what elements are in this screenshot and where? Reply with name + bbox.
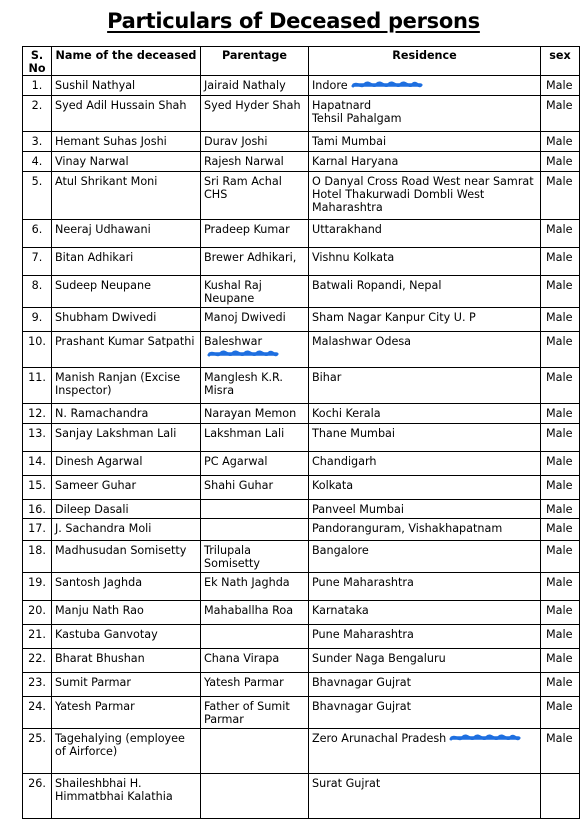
parentage-text: Durav Joshi	[204, 135, 268, 148]
cell-name: Shubham Dwivedi	[52, 308, 201, 332]
cell-sno: 7.	[23, 248, 52, 276]
cell-name: Sameer Guhar	[52, 476, 201, 500]
cell-residence	[309, 152, 541, 172]
parentage-text: Sri Ram Achal CHS	[204, 175, 282, 201]
cell-parentage	[201, 519, 309, 541]
residence-text: Kochi Kerala	[312, 407, 381, 420]
cell-residence	[309, 76, 541, 96]
cell-name: Vinay Narwal	[52, 152, 201, 172]
header-sex: sex	[541, 47, 580, 76]
cell-sno: 6.	[23, 220, 52, 248]
residence-text: Panveel Mumbai	[312, 503, 404, 516]
residence-text: Vishnu Kolkata	[312, 251, 395, 264]
cell-sex: Male	[541, 673, 580, 697]
residence-text: Bhavnagar Gujrat	[312, 700, 412, 713]
residence-text: Indore	[312, 79, 348, 92]
parentage-text: Rajesh Narwal	[204, 155, 284, 168]
table-row	[23, 541, 580, 573]
table-row	[23, 96, 580, 132]
cell-sex: Male	[541, 172, 580, 220]
cell-parentage	[201, 601, 309, 625]
residence-line	[312, 676, 537, 689]
parentage-text: Shahi Guhar	[204, 479, 274, 492]
table-row	[23, 673, 580, 697]
cell-parentage	[201, 774, 309, 819]
cell-sno: 22.	[23, 649, 52, 673]
cell-parentage	[201, 673, 309, 697]
residence-text: Pandoranguram, Vishakhapatnam	[312, 522, 503, 535]
residence-text: Pune Maharashtra	[312, 576, 414, 589]
cell-sno: 14.	[23, 452, 52, 476]
residence-line	[312, 279, 537, 292]
cell-sex: Male	[541, 697, 580, 729]
cell-parentage	[201, 500, 309, 519]
residence-line	[312, 251, 537, 264]
residence-text: Bhavnagar Gujrat	[312, 676, 412, 689]
cell-sex	[541, 774, 580, 819]
residence-text: Surat Gujrat	[312, 777, 381, 790]
residence-line	[312, 604, 537, 617]
cell-sno: 5.	[23, 172, 52, 220]
cell-residence	[309, 96, 541, 132]
cell-parentage	[201, 697, 309, 729]
parentage-text: Manoj Dwivedi	[204, 311, 286, 324]
residence-line	[312, 371, 537, 384]
cell-residence	[309, 220, 541, 248]
cell-parentage	[201, 220, 309, 248]
cell-sex: Male	[541, 368, 580, 404]
residence-text: Chandigarh	[312, 455, 377, 468]
residence-text: Zero Arunachal Pradesh	[312, 732, 447, 745]
residence-line	[312, 407, 537, 420]
cell-sno: 10.	[23, 332, 52, 368]
residence-line	[312, 628, 537, 641]
cell-sno: 15.	[23, 476, 52, 500]
cell-residence	[309, 673, 541, 697]
cell-parentage	[201, 96, 309, 132]
residence-text: Malashwar Odesa	[312, 335, 412, 348]
residence-text: Thane Mumbai	[312, 427, 396, 440]
cell-name: Prashant Kumar Satpathi	[52, 332, 201, 368]
cell-parentage	[201, 649, 309, 673]
cell-sno: 3.	[23, 132, 52, 152]
cell-parentage	[201, 476, 309, 500]
cell-sex: Male	[541, 519, 580, 541]
cell-parentage	[201, 248, 309, 276]
cell-name: Kastuba Ganvotay	[52, 625, 201, 649]
cell-sno: 21.	[23, 625, 52, 649]
table-row	[23, 368, 580, 404]
table-row	[23, 332, 580, 368]
cell-sex: Male	[541, 500, 580, 519]
cell-parentage	[201, 132, 309, 152]
header-parentage: Parentage	[201, 47, 309, 76]
cell-name: Dileep Dasali	[52, 500, 201, 519]
cell-name: Manju Nath Rao	[52, 601, 201, 625]
cell-residence	[309, 332, 541, 368]
residence-text: Karnal Haryana	[312, 155, 399, 168]
parentage-text: Kushal Raj Neupane	[204, 279, 262, 305]
residence-line	[312, 311, 537, 324]
cell-residence	[309, 368, 541, 404]
cell-sex: Male	[541, 452, 580, 476]
cell-parentage	[201, 308, 309, 332]
cell-residence	[309, 541, 541, 573]
cell-name: Tagehalying (employee of Airforce)	[52, 729, 201, 774]
cell-residence	[309, 697, 541, 729]
residence-line	[312, 777, 537, 790]
cell-name: Syed Adil Hussain Shah	[52, 96, 201, 132]
cell-residence	[309, 424, 541, 452]
parentage-text: Jairaid Nathaly	[204, 79, 286, 92]
residence-line	[312, 135, 537, 148]
cell-sno: 16.	[23, 500, 52, 519]
parentage-text: Mahaballha Roa	[204, 604, 294, 617]
residence-text: Uttarakhand	[312, 223, 382, 236]
table-row	[23, 220, 580, 248]
residence-text: Kolkata	[312, 479, 354, 492]
cell-sex: Male	[541, 332, 580, 368]
cell-parentage	[201, 172, 309, 220]
table-row	[23, 424, 580, 452]
residence-line	[312, 455, 537, 468]
cell-parentage	[201, 424, 309, 452]
cell-parentage	[201, 404, 309, 424]
cell-sex: Male	[541, 649, 580, 673]
parentage-text: Ek Nath Jaghda	[204, 576, 290, 589]
cell-name: Neeraj Udhawani	[52, 220, 201, 248]
cell-sno: 11.	[23, 368, 52, 404]
cell-sno: 2.	[23, 96, 52, 132]
cell-sex: Male	[541, 152, 580, 172]
cell-sex: Male	[541, 132, 580, 152]
cell-sex: Male	[541, 541, 580, 573]
document-title	[0, 8, 587, 34]
cell-residence	[309, 649, 541, 673]
cell-parentage	[201, 276, 309, 308]
table-row	[23, 452, 580, 476]
residence-line	[312, 652, 537, 665]
table-header-row	[23, 47, 580, 76]
cell-sno: 23.	[23, 673, 52, 697]
table-row	[23, 172, 580, 220]
cell-sno: 25.	[23, 729, 52, 774]
residence-line	[312, 576, 537, 589]
cell-name: Atul Shrikant Moni	[52, 172, 201, 220]
table-row	[23, 625, 580, 649]
parentage-text: Pradeep Kumar	[204, 223, 290, 236]
cell-name: Hemant Suhas Joshi	[52, 132, 201, 152]
residence-text: Bihar	[312, 371, 342, 384]
cell-residence	[309, 774, 541, 819]
cell-sex: Male	[541, 308, 580, 332]
cell-name: Shaileshbhai H. Himmatbhai Kalathia	[52, 774, 201, 819]
cell-sno: 9.	[23, 308, 52, 332]
cell-residence	[309, 404, 541, 424]
cell-parentage	[201, 541, 309, 573]
cell-sno: 20.	[23, 601, 52, 625]
cell-parentage	[201, 152, 309, 172]
residence-line	[312, 427, 537, 440]
cell-sex: Male	[541, 96, 580, 132]
table-body	[23, 76, 580, 819]
residence-text: Bangalore	[312, 544, 369, 557]
residence-text: Sunder Naga Bengaluru	[312, 652, 446, 665]
header-name: Name of the deceased	[52, 47, 201, 76]
parentage-text: Lakshman Lali	[204, 427, 285, 440]
residence-text: Pune Maharashtra	[312, 628, 414, 641]
cell-residence	[309, 500, 541, 519]
parentage-text: PC Agarwal	[204, 455, 268, 468]
table-row	[23, 404, 580, 424]
table-row	[23, 573, 580, 601]
parentage-text: Yatesh Parmar	[204, 676, 284, 689]
residence-text: Karnataka	[312, 604, 369, 617]
cell-sex: Male	[541, 424, 580, 452]
cell-sno: 24.	[23, 697, 52, 729]
document-title-text: Particulars of Deceased persons	[107, 9, 480, 33]
redaction-scribble	[449, 733, 521, 743]
cell-sex: Male	[541, 220, 580, 248]
cell-name: Manish Ranjan (Excise Inspector)	[52, 368, 201, 404]
header-residence: Residence	[309, 47, 541, 76]
cell-residence	[309, 601, 541, 625]
cell-residence	[309, 519, 541, 541]
table-row	[23, 248, 580, 276]
residence-text: Hapatnard	[312, 99, 372, 112]
cell-sex: Male	[541, 573, 580, 601]
cell-sex: Male	[541, 729, 580, 774]
cell-name: Sanjay Lakshman Lali	[52, 424, 201, 452]
parentage-text: Father of Sumit Parmar	[204, 700, 290, 726]
cell-name: Sudeep Neupane	[52, 276, 201, 308]
cell-sex: Male	[541, 248, 580, 276]
deceased-persons-table	[22, 46, 580, 819]
cell-sex: Male	[541, 476, 580, 500]
cell-sno: 17.	[23, 519, 52, 541]
residence-line	[312, 544, 537, 557]
residence-line	[312, 99, 537, 112]
parentage-text: Syed Hyder Shah	[204, 99, 301, 112]
cell-parentage	[201, 729, 309, 774]
cell-sex: Male	[541, 76, 580, 96]
residence-line	[312, 732, 537, 745]
cell-name: Bharat Bhushan	[52, 649, 201, 673]
residence-line	[312, 522, 537, 535]
table-row	[23, 132, 580, 152]
cell-residence	[309, 452, 541, 476]
redaction-scribble	[351, 80, 423, 90]
parentage-text: Baleshwar	[204, 335, 263, 348]
table-row	[23, 308, 580, 332]
table-row	[23, 774, 580, 819]
table-row	[23, 729, 580, 774]
cell-parentage	[201, 452, 309, 476]
residence-line	[312, 175, 537, 214]
residence-line	[312, 503, 537, 516]
table-header	[23, 47, 580, 76]
cell-sno: 8.	[23, 276, 52, 308]
cell-sno: 26.	[23, 774, 52, 819]
residence-text: Tehsil Pahalgam	[312, 112, 402, 125]
cell-residence	[309, 248, 541, 276]
residence-line	[312, 223, 537, 236]
table-row	[23, 76, 580, 96]
parentage-text: Narayan Memon	[204, 407, 297, 420]
residence-line	[312, 112, 537, 125]
cell-name: Sushil Nathyal	[52, 76, 201, 96]
cell-sno: 18.	[23, 541, 52, 573]
header-sno: S. No	[23, 47, 52, 76]
cell-parentage	[201, 332, 309, 368]
parentage-text: Chana Virapa	[204, 652, 280, 665]
cell-name: J. Sachandra Moli	[52, 519, 201, 541]
parentage-text: Manglesh K.R. Misra	[204, 371, 283, 397]
table-row	[23, 152, 580, 172]
residence-line	[312, 700, 537, 713]
cell-residence	[309, 625, 541, 649]
cell-name: Santosh Jaghda	[52, 573, 201, 601]
cell-residence	[309, 276, 541, 308]
table-row	[23, 276, 580, 308]
cell-sex: Male	[541, 625, 580, 649]
cell-name: Yatesh Parmar	[52, 697, 201, 729]
table-row	[23, 500, 580, 519]
table-row	[23, 649, 580, 673]
cell-parentage	[201, 368, 309, 404]
table-row	[23, 697, 580, 729]
residence-text: Sham Nagar Kanpur City U. P	[312, 311, 476, 324]
cell-residence	[309, 172, 541, 220]
cell-name: N. Ramachandra	[52, 404, 201, 424]
residence-line	[312, 155, 537, 168]
cell-sno: 4.	[23, 152, 52, 172]
cell-name: Sumit Parmar	[52, 673, 201, 697]
cell-sno: 12.	[23, 404, 52, 424]
cell-parentage	[201, 573, 309, 601]
table-row	[23, 601, 580, 625]
redaction-scribble	[207, 349, 279, 359]
residence-text: Batwali Ropandi, Nepal	[312, 279, 442, 292]
residence-line	[312, 335, 537, 348]
cell-sex: Male	[541, 601, 580, 625]
cell-name: Dinesh Agarwal	[52, 452, 201, 476]
cell-residence	[309, 729, 541, 774]
table-row	[23, 476, 580, 500]
cell-sno: 1.	[23, 76, 52, 96]
cell-residence	[309, 476, 541, 500]
cell-residence	[309, 132, 541, 152]
cell-parentage	[201, 625, 309, 649]
cell-name: Bitan Adhikari	[52, 248, 201, 276]
cell-sno: 13.	[23, 424, 52, 452]
cell-parentage	[201, 76, 309, 96]
residence-line	[312, 79, 537, 92]
residence-text: Tami Mumbai	[312, 135, 387, 148]
residence-line	[312, 479, 537, 492]
cell-residence	[309, 308, 541, 332]
cell-sno: 19.	[23, 573, 52, 601]
cell-name: Madhusudan Somisetty	[52, 541, 201, 573]
cell-sex: Male	[541, 404, 580, 424]
cell-residence	[309, 573, 541, 601]
residence-text: O Danyal Cross Road West near Samrat Hotel Thakurwadi Dombli West Maharashtra	[312, 175, 534, 214]
parentage-text: Trilupala Somisetty	[204, 544, 261, 570]
parentage-text: Brewer Adhikari,	[204, 251, 297, 264]
table-row	[23, 519, 580, 541]
cell-sex: Male	[541, 276, 580, 308]
